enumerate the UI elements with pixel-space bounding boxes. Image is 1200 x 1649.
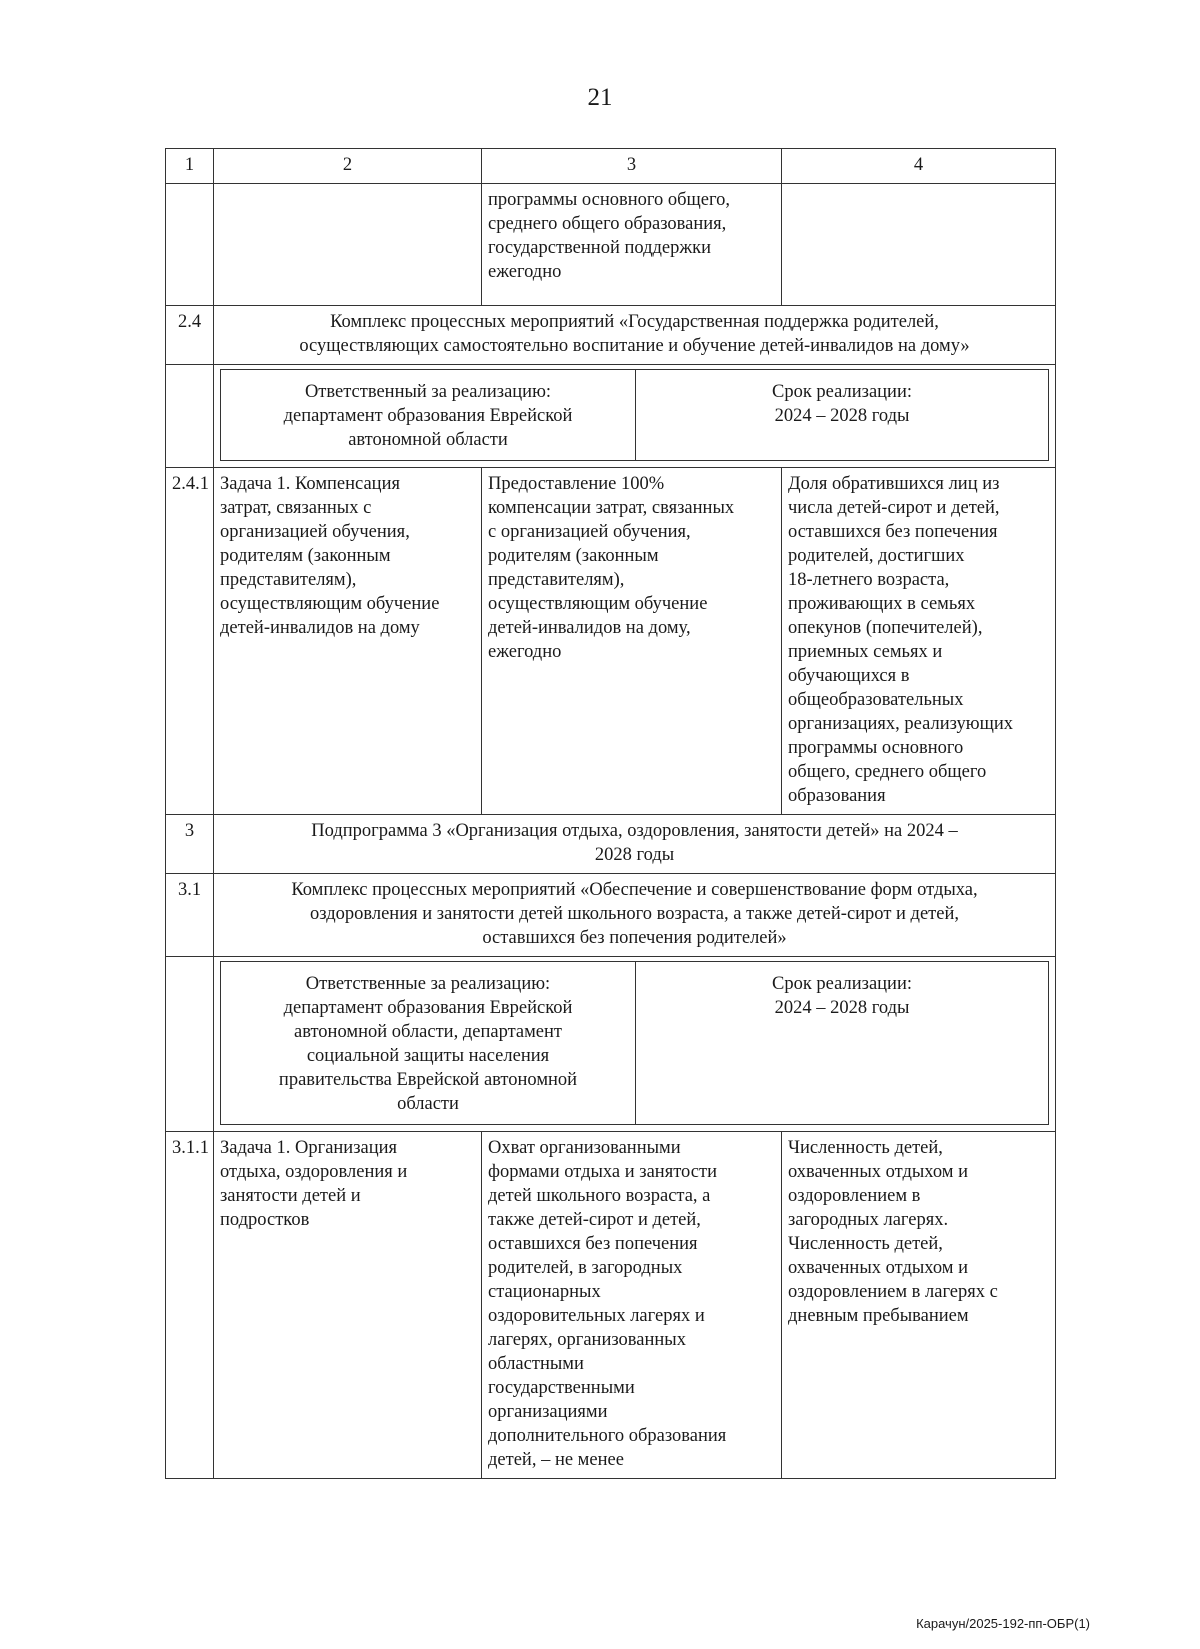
indicator-line: оздоровлением в	[788, 1186, 921, 1206]
result-line: также детей-сирот и детей,	[488, 1210, 701, 1230]
cont-col-1	[166, 184, 214, 306]
indicator-line: 18-летнего возраста,	[788, 570, 950, 590]
task-line: Задача 1. Организация	[220, 1138, 398, 1158]
table-row-2-4-details	[166, 365, 1056, 468]
cont-col-2	[214, 184, 482, 306]
result-line: родителей, в загородных	[488, 1258, 683, 1278]
result-line: государственными	[488, 1378, 635, 1398]
section-title-line: Подпрограмма 3 «Организация отдыха, оздоровления, занятости детей» на 2024 –	[311, 821, 958, 841]
indicator-line: загородных лагерях.	[788, 1210, 949, 1230]
indicator-line: приемных семьях и	[788, 642, 943, 662]
indicator-cell	[782, 468, 1056, 815]
task-line: представителям),	[220, 570, 357, 590]
term-line: Срок реализации:	[771, 974, 912, 994]
result-line: оставшихся без попечения	[488, 1234, 698, 1254]
indicator-line: оставшихся без попечения	[788, 522, 998, 542]
program-table	[165, 148, 1056, 1479]
section-title-line: Комплекс процессных мероприятий «Обеспечение и совершенствование форм отдыха,	[291, 880, 978, 900]
empty-cell	[166, 957, 214, 1132]
term-line: 2024 – 2028 годы	[774, 406, 910, 426]
task-line: организацией обучения,	[220, 522, 410, 542]
task-line: подростков	[220, 1210, 310, 1230]
indicator-line: общего, среднего общего	[788, 762, 987, 782]
empty-cell	[166, 365, 214, 468]
cont-col-3-line: государственной поддержки	[488, 238, 712, 258]
table-row-3-1-1	[166, 1132, 1056, 1479]
result-line: областными	[488, 1354, 584, 1374]
indicator-line: оздоровлением в лагерях с	[788, 1282, 998, 1302]
table-row-2-4-1	[166, 468, 1056, 815]
table-header-row	[166, 149, 1056, 184]
section-title	[214, 815, 1056, 874]
indicator-line: родителей, достигших	[788, 546, 965, 566]
responsible-cell	[221, 962, 636, 1125]
header-col-2: 2	[214, 149, 482, 184]
details-subtable	[220, 369, 1049, 461]
responsible-line: автономной области	[348, 430, 508, 450]
details-cell	[214, 365, 1056, 468]
term-line: 2024 – 2028 годы	[774, 998, 910, 1018]
responsible-line: Ответственные за реализацию:	[305, 974, 551, 994]
row-number: 2.4	[166, 306, 214, 365]
indicator-line: общеобразовательных	[788, 690, 964, 710]
cont-col-3-line: среднего общего образования,	[488, 214, 727, 234]
task-line: родителям (законным	[220, 546, 391, 566]
table-row-2-4	[166, 306, 1056, 365]
task-cell	[214, 468, 482, 815]
responsible-line: департамент образования Еврейской	[283, 998, 573, 1018]
indicator-line: дневным пребыванием	[788, 1306, 969, 1326]
responsible-line: департамент образования Еврейской	[283, 406, 573, 426]
term-cell	[636, 370, 1049, 461]
row-number: 3	[166, 815, 214, 874]
result-line: лагерях, организованных	[488, 1330, 686, 1350]
result-line: детей, – не менее	[488, 1450, 624, 1470]
result-cell	[482, 1132, 782, 1479]
responsible-line: области	[397, 1094, 459, 1114]
indicator-line: числа детей-сирот и детей,	[788, 498, 1000, 518]
result-line: Предоставление 100%	[488, 474, 665, 494]
responsible-line: автономной области, департамент	[293, 1022, 562, 1042]
header-col-1: 1	[166, 149, 214, 184]
result-line: Охват организованными	[488, 1138, 681, 1158]
cont-col-3-line: ежегодно	[488, 262, 562, 282]
indicator-line: организациях, реализующих	[788, 714, 1014, 734]
result-line: компенсации затрат, связанных	[488, 498, 735, 518]
cont-col-3	[482, 184, 782, 306]
section-title	[214, 306, 1056, 365]
page-number: 21	[587, 84, 613, 111]
section-title-line: Комплекс процессных мероприятий «Государственная поддержка родителей,	[330, 312, 939, 332]
row-number: 3.1.1	[166, 1132, 214, 1479]
result-line: стационарных	[488, 1282, 601, 1302]
indicator-line: обучающихся в	[788, 666, 910, 686]
responsible-line: социальной защиты населения	[306, 1046, 550, 1066]
header-col-3: 3	[482, 149, 782, 184]
indicator-cell	[782, 1132, 1056, 1479]
task-line: детей-инвалидов на дому	[220, 618, 420, 638]
indicator-line: охваченных отдыхом и	[788, 1258, 968, 1278]
result-line: детей школьного возраста, а	[488, 1186, 711, 1206]
task-cell	[214, 1132, 482, 1479]
indicator-line: охваченных отдыхом и	[788, 1162, 968, 1182]
section-title	[214, 874, 1056, 957]
result-line: ежегодно	[488, 642, 562, 662]
result-line: детей-инвалидов на дому,	[488, 618, 691, 638]
row-number: 3.1	[166, 874, 214, 957]
result-line: оздоровительных лагерях и	[488, 1306, 705, 1326]
indicator-line: образования	[788, 786, 886, 806]
section-title-line: оставшихся без попечения родителей»	[482, 928, 787, 948]
result-line: дополнительного образования	[488, 1426, 727, 1446]
responsible-line: Ответственный за реализацию:	[304, 382, 552, 402]
table-row-3-1	[166, 874, 1056, 957]
cont-col-3-line: программы основного общего,	[488, 190, 730, 210]
header-col-4: 4	[782, 149, 1056, 184]
indicator-line: программы основного	[788, 738, 964, 758]
result-line: осуществляющим обучение	[488, 594, 708, 614]
indicator-line: Численность детей,	[788, 1234, 943, 1254]
responsible-line: правительства Еврейской автономной	[278, 1070, 578, 1090]
section-title-line: 2028 годы	[594, 845, 675, 865]
indicator-line: Численность детей,	[788, 1138, 943, 1158]
document-code: Карачун/2025-192-пп-ОБР(1)	[916, 1616, 1090, 1631]
result-cell	[482, 468, 782, 815]
indicator-line: Доля обратившихся лиц из	[788, 474, 1000, 494]
responsible-cell	[221, 370, 636, 461]
result-line: родителям (законным	[488, 546, 659, 566]
table-row-3-1-details	[166, 957, 1056, 1132]
result-line: формами отдыха и занятости	[488, 1162, 717, 1182]
section-title-line: осуществляющих самостоятельно воспитание и обучение детей-инвалидов на дому»	[299, 336, 970, 356]
task-line: затрат, связанных с	[220, 498, 372, 518]
details-subtable	[220, 961, 1049, 1125]
table-row-3	[166, 815, 1056, 874]
table-row-continuation	[166, 184, 1056, 306]
details-cell	[214, 957, 1056, 1132]
term-cell	[636, 962, 1049, 1125]
task-line: осуществляющим обучение	[220, 594, 440, 614]
task-line: отдыха, оздоровления и	[220, 1162, 408, 1182]
cont-col-4	[782, 184, 1056, 306]
task-line: занятости детей и	[220, 1186, 361, 1206]
indicator-line: проживающих в семьях	[788, 594, 976, 614]
section-title-line: оздоровления и занятости детей школьного возраста, а также детей-сирот и детей,	[309, 904, 959, 924]
task-line: Задача 1. Компенсация	[220, 474, 400, 494]
result-line: организациями	[488, 1402, 608, 1422]
indicator-line: опекунов (попечителей),	[788, 618, 983, 638]
result-line: с организацией обучения,	[488, 522, 691, 542]
row-number: 2.4.1	[166, 468, 214, 815]
result-line: представителям),	[488, 570, 625, 590]
term-line: Срок реализации:	[771, 382, 912, 402]
